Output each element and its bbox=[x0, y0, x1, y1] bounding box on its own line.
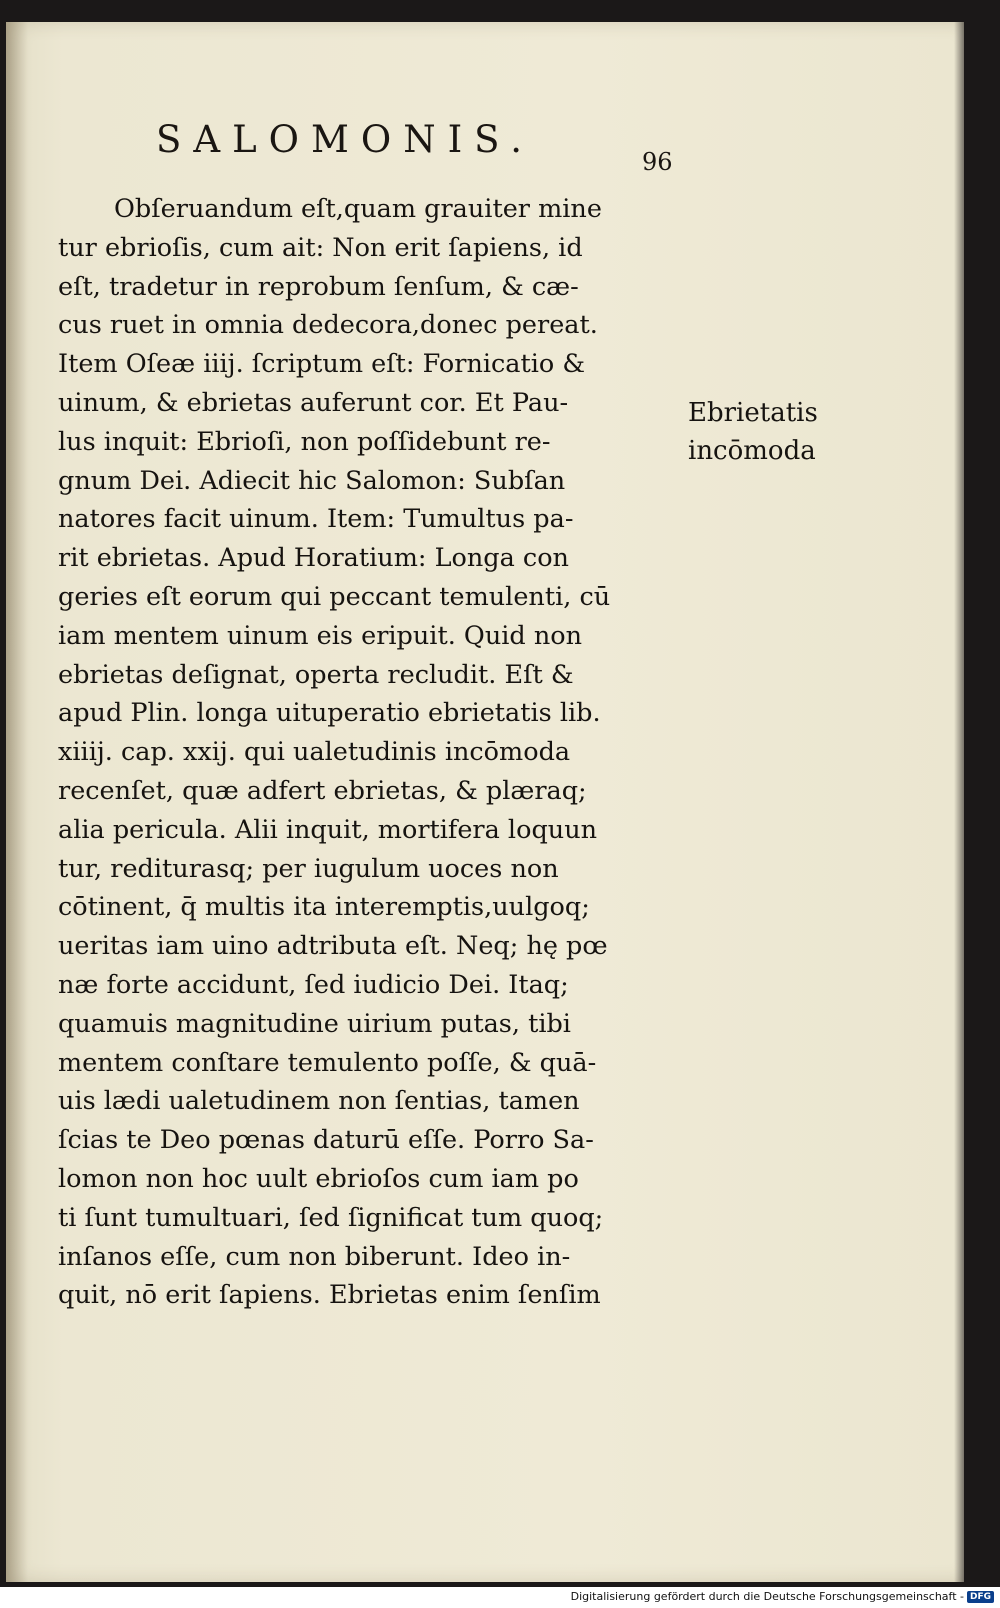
text-line: mentem conſtare temulento poſſe, & quā- bbox=[58, 1047, 597, 1078]
book-page bbox=[6, 22, 964, 1582]
text-line: gnum Dei. Adiecit hic Salomon: Subſan bbox=[58, 465, 566, 496]
text-line: eſt, tradetur in reprobum ſenſum, & cæ- bbox=[58, 271, 579, 302]
text-line: inſanos eſſe, cum non biberunt. Ideo in- bbox=[58, 1241, 571, 1272]
text-line: ſcias te Deo pœnas daturū eſſe. Porro Sa- bbox=[58, 1125, 594, 1156]
text-line: iam mentem uinum eis eripuit. Quid non bbox=[58, 620, 583, 651]
text-line: ueritas iam uino adtributa eſt. Neq; hę pœ bbox=[58, 931, 608, 962]
text-line: ti ſunt tumultuari, ſed ſignificat tum quoq; bbox=[58, 1202, 604, 1233]
text-line: næ forte accidunt, ſed iudicio Dei. Itaq; bbox=[58, 969, 569, 1000]
marginal-note-line: Ebrietatis bbox=[688, 398, 818, 428]
text-line: tur, rediturasq; per iugulum uoces non bbox=[58, 853, 559, 884]
text-line: lus inquit: Ebrioſi, non poſſidebunt re- bbox=[58, 426, 551, 457]
marginal-note bbox=[688, 394, 818, 470]
text-line: cōtinent, q̄ multis ita interemptis,uulgoq; bbox=[58, 892, 590, 923]
text-line: quit, nō erit ſapiens. Ebrietas enim ſenſim bbox=[58, 1280, 601, 1311]
text-line: rit ebrietas. Apud Horatium: Longa con bbox=[58, 543, 569, 574]
body-text bbox=[58, 190, 678, 1315]
text-line: Obſeruandum eſt,quam grauiter mine bbox=[114, 194, 602, 224]
dfg-logo: DFG bbox=[967, 1591, 994, 1603]
text-line: uinum, & ebrietas auferunt cor. Et Pau- bbox=[58, 387, 569, 418]
text-line: alia pericula. Alii inquit, mortifera loquun bbox=[58, 814, 598, 845]
text-line: recenſet, quæ adfert ebrietas, & plæraq; bbox=[58, 775, 587, 806]
marginal-note-line: incōmoda bbox=[688, 436, 816, 466]
digitization-credit bbox=[571, 1590, 994, 1603]
credit-text: Digitalisierung gefördert durch die Deutsche Forschungsgemeinschaft - bbox=[570, 1590, 964, 1603]
text-line: Item Oſeæ iiij. ſcriptum eſt: Fornicatio & bbox=[58, 349, 586, 380]
running-head: SALOMONIS. bbox=[156, 118, 534, 161]
page-edge-shadow bbox=[954, 22, 964, 1582]
text-line: cus ruet in omnia dedecora,donec pereat. bbox=[58, 310, 598, 341]
text-line: ebrietas deſignat, operta recludit. Eſt & bbox=[58, 659, 574, 690]
text-line: geries eſt eorum qui peccant temulenti, cū bbox=[58, 581, 611, 612]
text-line: tur ebrioſis, cum ait: Non erit ſapiens, id bbox=[58, 232, 583, 263]
text-line: apud Plin. longa uituperatio ebrietatis lib. bbox=[58, 698, 601, 729]
text-line: lomon non hoc uult ebrioſos cum iam po bbox=[58, 1163, 579, 1194]
text-line: quamuis magnitudine uirium putas, tibi bbox=[58, 1008, 571, 1039]
page-gutter-shadow bbox=[6, 22, 28, 1582]
page-number: 96 bbox=[642, 148, 673, 176]
text-line: natores facit uinum. Item: Tumultus pa- bbox=[58, 504, 574, 535]
text-line: uis lædi ualetudinem non ſentias, tamen bbox=[58, 1086, 580, 1117]
text-line: xiiij. cap. xxij. qui ualetudinis incōmoda bbox=[58, 737, 571, 768]
